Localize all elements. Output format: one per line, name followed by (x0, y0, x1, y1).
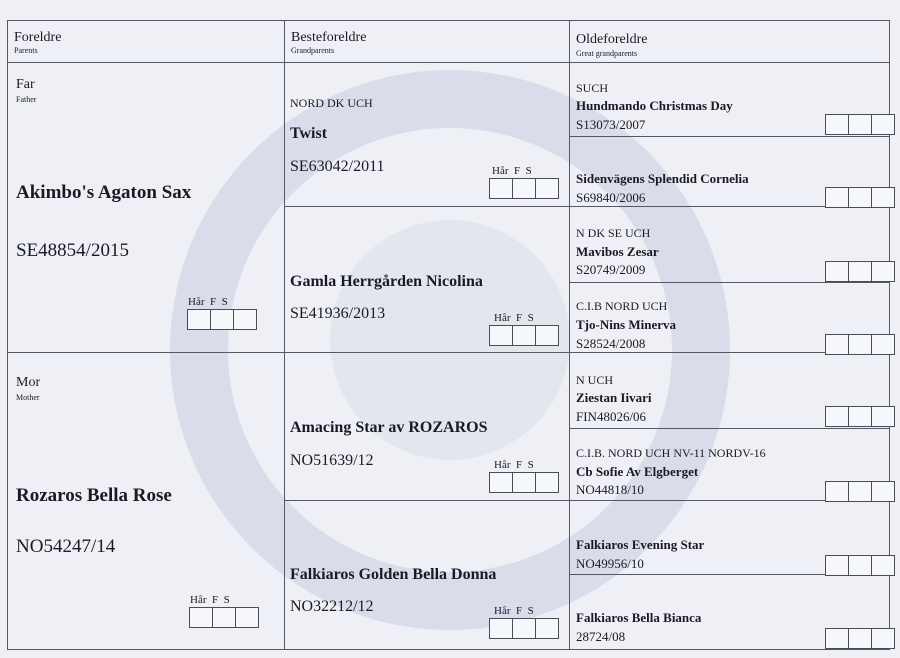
gp4-name: Falkiaros Golden Bella Donna (290, 566, 497, 583)
frame-bottom (7, 649, 890, 650)
father-role: Far (16, 77, 35, 92)
ggp4-name: Tjo-Nins Minerva (576, 317, 677, 332)
gp4-score-boxes[interactable] (490, 618, 559, 639)
ggp3-score-boxes[interactable] (826, 261, 895, 282)
gp1-title: NORD DK UCH (290, 96, 373, 110)
gp-divider-1 (284, 206, 890, 207)
gp3-hfs-labels: Hår F S (494, 459, 534, 471)
col-divider-2 (569, 20, 570, 650)
ggp7-reg: NO49956/10 (576, 556, 644, 571)
gp1-reg: SE63042/2011 (290, 158, 385, 175)
ggp3-name: Mavibos Zesar (576, 244, 659, 259)
col-divider-1 (284, 20, 285, 650)
ggp8-score-boxes[interactable] (826, 628, 895, 649)
ggp5-reg: FIN48026/06 (576, 409, 647, 424)
header-grandparents-sub: Grandparents (291, 46, 335, 55)
ggp4-title: C.I.B NORD UCH (576, 299, 668, 313)
gp2-name: Gamla Herrgården Nicolina (290, 273, 483, 290)
gp3-score-boxes[interactable] (490, 472, 559, 493)
ggp2-score-boxes[interactable] (826, 187, 895, 208)
father-hfs-labels: Hår F S (188, 296, 228, 308)
gp3-name: Amacing Star av ROZAROS (290, 419, 488, 436)
ggp7-score-boxes[interactable] (826, 555, 895, 576)
mother-role-en: Mother (16, 393, 40, 402)
ggp8-reg: 28724/08 (576, 629, 626, 644)
ggp1-name: Hundmando Christmas Day (576, 98, 733, 113)
frame-top (7, 20, 890, 21)
ggp-divider-3 (569, 428, 890, 429)
gp2-score-boxes[interactable] (490, 325, 559, 346)
ggp7-name: Falkiaros Evening Star (576, 537, 705, 552)
ggp2-reg: S69840/2006 (576, 190, 646, 205)
gp1-score-boxes[interactable] (490, 178, 559, 199)
mother-role: Mor (16, 375, 41, 390)
gp-divider-2 (284, 500, 890, 501)
gp1-hfs-labels: Hår F S (492, 165, 532, 177)
header-divider (7, 62, 890, 63)
ggp3-reg: S20749/2009 (576, 262, 646, 277)
ggp3-title: N DK SE UCH (576, 226, 651, 240)
ggp5-title: N UCH (576, 373, 614, 387)
ggp4-reg: S28524/2008 (576, 336, 646, 351)
mother-name: Rozaros Bella Rose (16, 485, 172, 506)
header-great-sub: Great grandparents (576, 49, 638, 58)
gp4-reg: NO32212/12 (290, 598, 374, 615)
header-parents-title: Foreldre (14, 30, 62, 45)
ggp6-name: Cb Sofie Av Elgberget (576, 464, 699, 479)
ggp5-score-boxes[interactable] (826, 406, 895, 427)
ggp6-title: C.I.B. NORD UCH NV-11 NORDV-16 (576, 446, 766, 460)
ggp6-reg: NO44818/10 (576, 482, 644, 497)
gp2-hfs-labels: Hår F S (494, 312, 534, 324)
father-score-boxes[interactable] (188, 309, 257, 330)
ggp1-score-boxes[interactable] (826, 114, 895, 135)
father-role-en: Father (16, 95, 37, 104)
frame-left (7, 20, 8, 650)
father-name: Akimbo's Agaton Sax (16, 182, 192, 203)
gp4-hfs-labels: Hår F S (494, 605, 534, 617)
gp1-name: Twist (290, 125, 328, 142)
gp2-reg: SE41936/2013 (290, 305, 386, 322)
mother-reg: NO54247/14 (16, 536, 116, 557)
ggp2-name: Sidenvägens Splendid Cornelia (576, 171, 749, 186)
header-grandparents-title: Besteforeldre (291, 30, 367, 45)
mother-hfs-labels: Hår F S (190, 594, 230, 606)
ggp6-score-boxes[interactable] (826, 481, 895, 502)
header-parents-sub: Parents (14, 46, 38, 55)
ggp1-title: SUCH (576, 81, 609, 95)
gp3-reg: NO51639/12 (290, 452, 374, 469)
ggp1-reg: S13073/2007 (576, 117, 646, 132)
ggp5-name: Ziestan Iivari (576, 390, 652, 405)
ggp-divider-1 (569, 136, 890, 137)
father-reg: SE48854/2015 (16, 240, 129, 261)
ggp4-score-boxes[interactable] (826, 334, 895, 355)
ggp8-name: Falkiaros Bella Bianca (576, 610, 702, 625)
ggp-divider-2 (569, 282, 890, 283)
parents-divider (7, 352, 890, 353)
header-great-title: Oldeforeldre (576, 32, 648, 47)
mother-score-boxes[interactable] (190, 607, 259, 628)
